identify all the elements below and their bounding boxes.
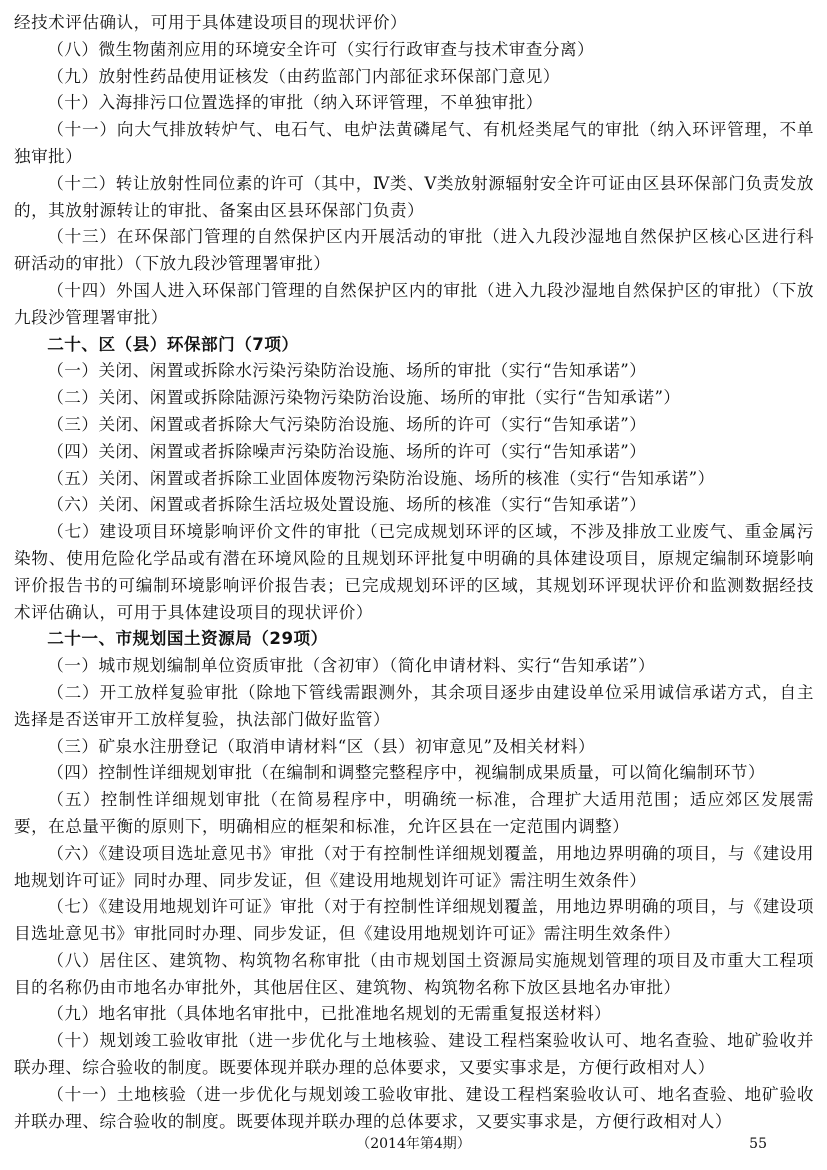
list-item: （一）关闭、闲置或拆除水污染污染防治设施、场所的审批（实行“告知承诺”） [47, 361, 647, 381]
list-item: （十一）土地核验（进一步优化与规划竣工验收审批、建设工程档案验收认可、地名查验、地矿验收并联办理、综合验收的制度。既要体现并联办理的总体要求，又要实事求是，方便行政相对人） [14, 1084, 814, 1131]
list-item: （八）微生物菌剂应用的环境安全许可（实行行政审查与技术审查分离） [47, 39, 595, 59]
list-item: （十四）外国人进入环保部门管理的自然保护区内的审批（进入九段沙湿地自然保护区的审批）（下放九段沙管理署审批） [14, 280, 814, 327]
list-item: （八）居住区、建筑物、构筑物名称审批（由市规划国土资源局实施规划管理的项目及市重大工程项目的名称仍由市地名办审批外，其他居住区、建筑物、构筑物名称下放区县地名办审批） [14, 950, 814, 997]
list-item: （四）关闭、闲置或者拆除噪声污染防治设施、场所的许可（实行“告知承诺”） [47, 441, 647, 461]
list-item: （五）关闭、闲置或者拆除工业固体废物污染防治设施、场所的核准（实行“告知承诺”） [47, 468, 715, 488]
list-item: （二）开工放样复验审批（除地下管线需跟测外，其余项目逐步由建设单位采用诚信承诺方式，自主选择是否送审开工放样复验，执法部门做好监管） [14, 682, 814, 729]
list-item: （九）放射性药品使用证核发（由药监部门内部征求环保部门意见） [47, 66, 560, 86]
list-item: （二）关闭、闲置或拆除陆源污染物污染防治设施、场所的审批（实行“告知承诺”） [47, 388, 681, 408]
page-number: 55 [749, 1136, 767, 1152]
list-item: （十）入海排污口位置选择的审批（纳入环评管理，不单独审批） [47, 93, 543, 113]
section-heading: 二十、区（县）环保部门（7项） [47, 334, 299, 354]
list-item: （三）矿泉水注册登记（取消申请材料“区（县）初审意见”及相关材料） [47, 736, 596, 756]
page-footer [0, 1132, 827, 1156]
section-heading: 二十一、市规划国土资源局（29项） [47, 629, 328, 649]
list-item: （十一）向大气排放转炉气、电石气、电炉法黄磷尾气、有机烃类尾气的审批（纳入环评管理，不单独审批） [14, 120, 814, 166]
list-item: （一）城市规划编制单位资质审批（含初审）（简化申请材料、实行“告知承诺”） [47, 656, 656, 676]
list-item: （三）关闭、闲置或者拆除大气污染防治设施、场所的许可（实行“告知承诺”） [47, 414, 647, 434]
list-item: （六）《建设项目选址意见书》审批（对于有控制性详细规划覆盖，用地边界明确的项目，与《建设用地规划许可证》同时办理、同步发证，但《建设用地规划许可证》需注明生效条件） [14, 843, 814, 890]
list-item: （十）规划竣工验收审批（进一步优化与土地核验、建设工程档案验收认可、地名查验、地矿验收并联办理、综合验收的制度。既要体现并联办理的总体要求，又要实事求是，方便行政相对人） [14, 1031, 814, 1078]
document-body [14, 10, 814, 1135]
list-item: （五）控制性详细规划审批（在简易程序中，明确统一标准，合理扩大适用范围；适应郊区发展需要，在总量平衡的原则下，明确相应的框架和标准，允许区县在一定范围内调整） [14, 790, 814, 836]
list-item: （六）关闭、闲置或者拆除生活垃圾处置设施、场所的核准（实行“告知承诺”） [47, 495, 647, 515]
list-item: （九）地名审批（具体地名审批中，已批准地名规划的无需重复报送材料） [47, 1004, 612, 1024]
list-item: （十三）在环保部门管理的自然保护区内开展活动的审批（进入九段沙湿地自然保护区核心区进行科研活动的审批）（下放九段沙管理署审批） [14, 227, 814, 274]
list-item: （十二）转让放射性同位素的许可（其中，Ⅳ类、Ⅴ类放射源辐射安全许可证由区县环保部门负责发放的，其放射源转让的审批、备案由区县环保部门负责） [14, 173, 814, 220]
list-item: （四）控制性详细规划审批（在编制和调整完整程序中，视编制成果质量，可以简化编制环节） [47, 763, 766, 783]
issue-label: （2014年第4期） [356, 1136, 471, 1152]
list-item: （七）建设项目环境影响评价文件的审批（已完成规划环评的区域，不涉及排放工业废气、重金属污染物、使用危险化学品或有潜在环境风险的且规划环评批复中明确的具体建设项目，原规定编制环境影响评价报告书的可编制环境影响评价报告表；已完成规划环评的区域，其规划环评现状评价和监测数据经技术评估确认，可用于具体建设项目的现状评价） [14, 522, 814, 622]
paragraph-continuation: 经技术评估确认，可用于具体建设项目的现状评价） [14, 13, 408, 32]
list-item: （七）《建设用地规划许可证》审批（对于有控制性详细规划覆盖，用地边界明确的项目，与《建设项目选址意见书》审批同时办理、同步发证，但《建设用地规划许可证》需注明生效条件） [14, 897, 814, 944]
